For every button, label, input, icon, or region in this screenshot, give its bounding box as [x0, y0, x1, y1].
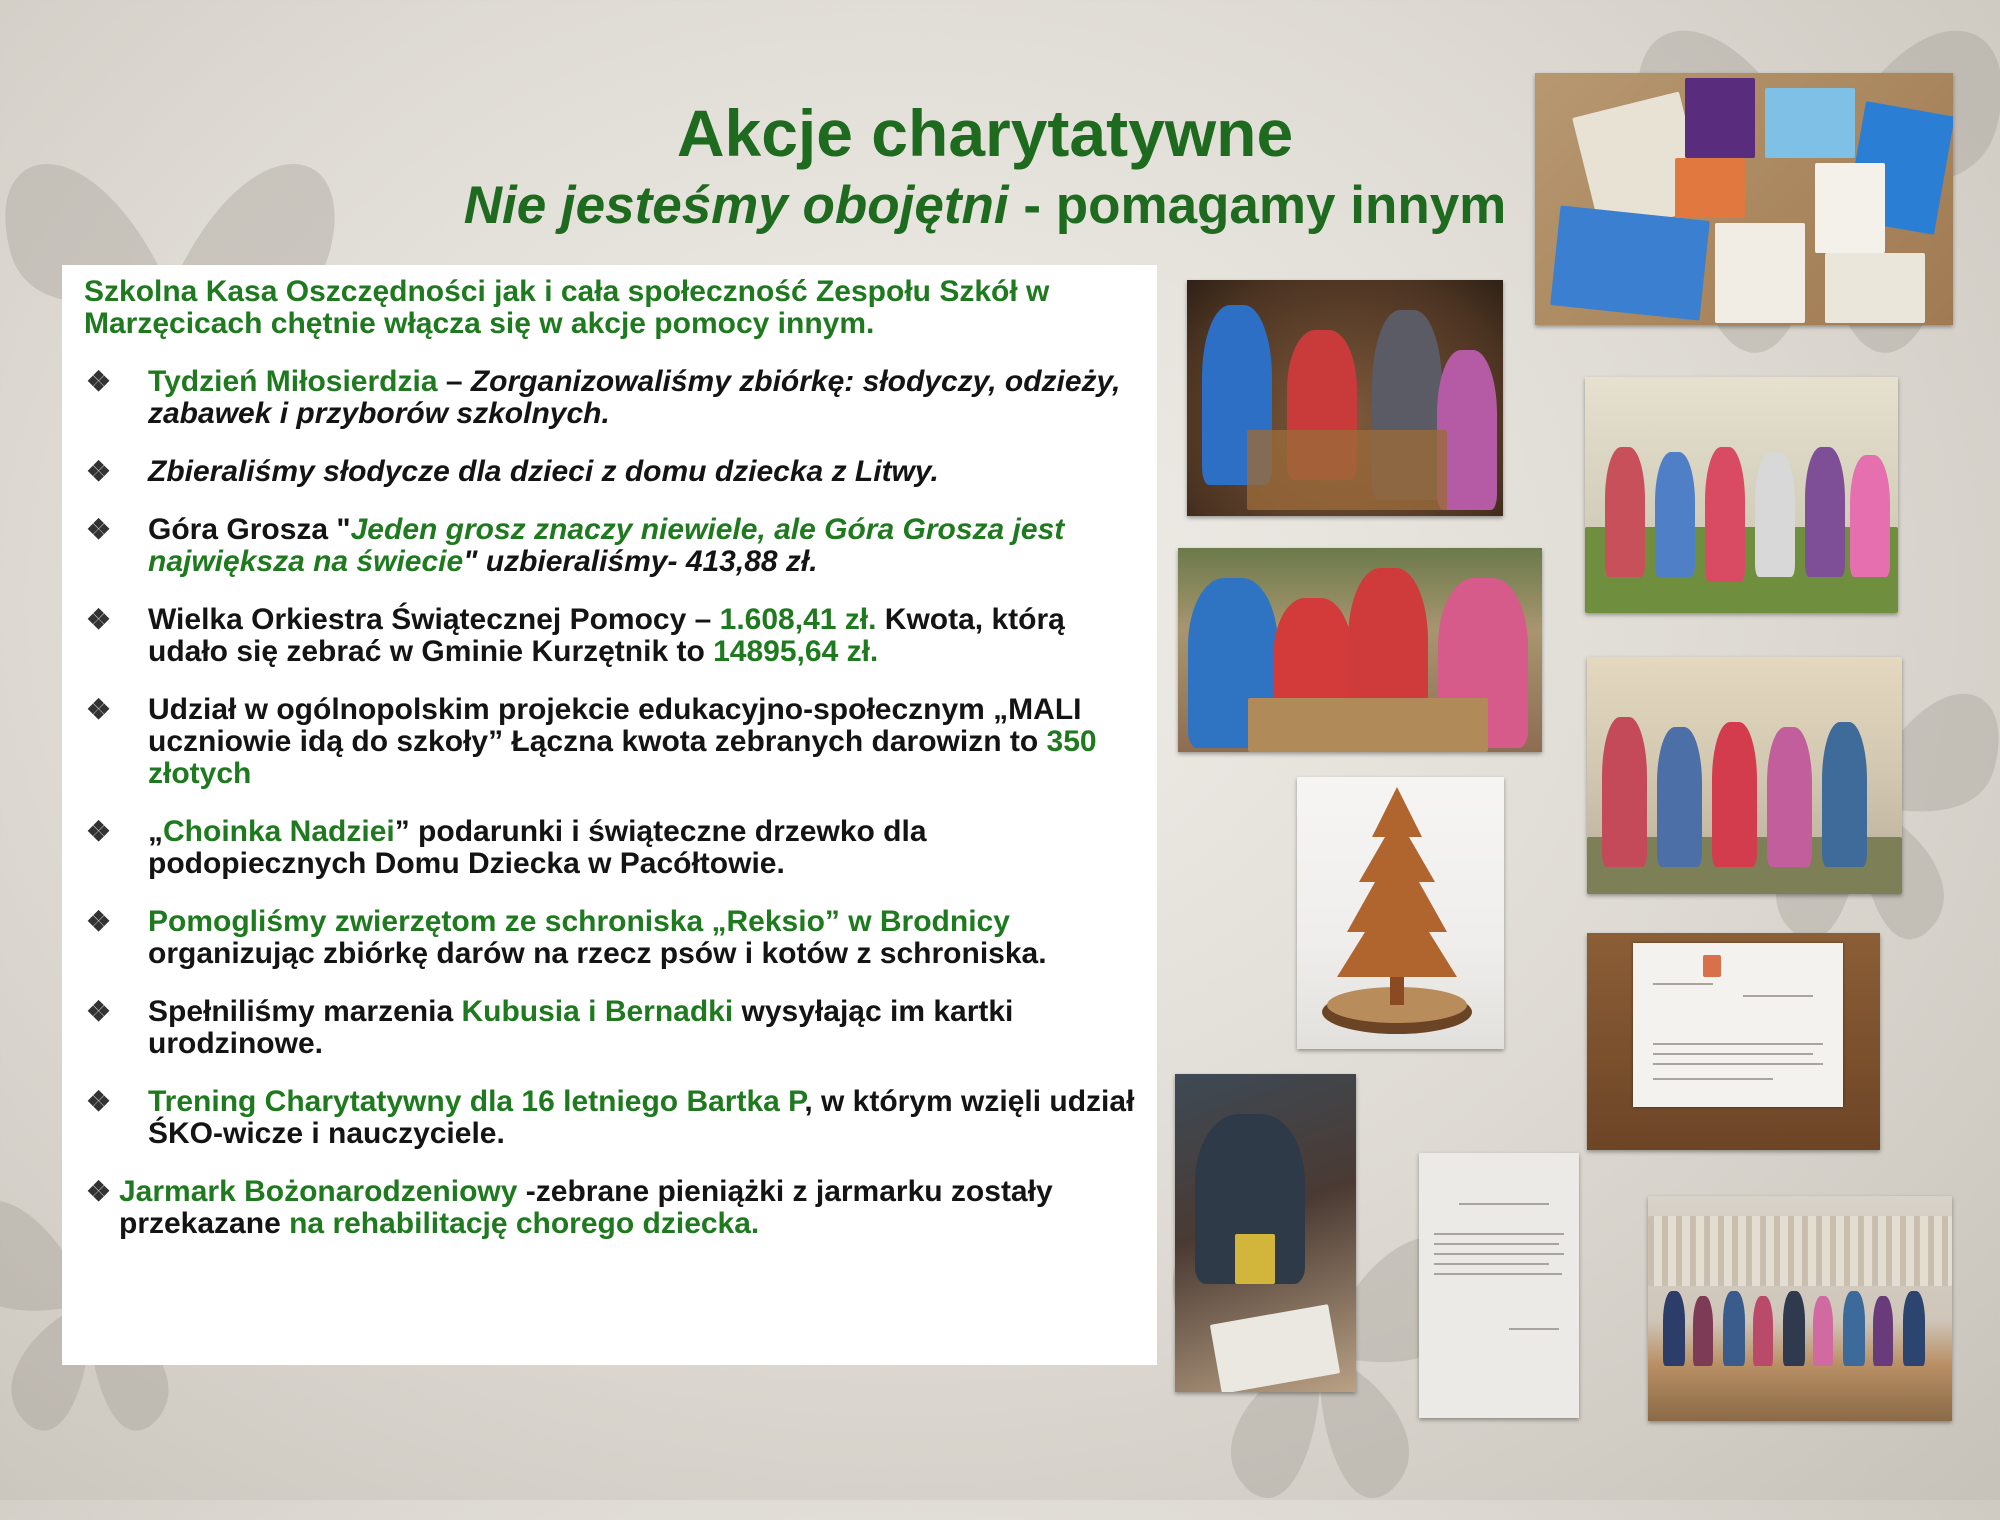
- list-item: [84, 604, 1137, 668]
- item-text: Kwota, którą udało się zebrać w Gminie Kurzętnik to: [148, 603, 1065, 668]
- item-text: Wielka Orkiestra Świątecznej Pomocy –: [148, 603, 720, 636]
- content-panel: [62, 265, 1157, 1365]
- diamond-bullet-icon: ❖: [86, 1176, 112, 1207]
- item-text: , w którym wzięli udział ŚKO-wicze i nauczyciele.: [148, 1085, 1135, 1150]
- list-item-text: [148, 1086, 1137, 1150]
- diamond-bullet-icon: ❖: [86, 604, 112, 635]
- item-text: „: [148, 815, 163, 848]
- photo-wooden-christmas-tree: [1297, 777, 1504, 1049]
- subtitle-italic: Nie jesteśmy obojętni: [463, 176, 1009, 235]
- item-highlight: 1.608,41 zł.: [719, 603, 877, 636]
- item-highlight: 350 złotych: [148, 725, 1097, 790]
- list-item: [84, 694, 1137, 790]
- item-highlight: 14895,64 zł.: [713, 635, 879, 668]
- letter-sheet: [1633, 943, 1843, 1107]
- diamond-bullet-icon: ❖: [86, 906, 112, 937]
- diamond-bullet-icon: ❖: [86, 694, 112, 725]
- photo-gym-group: [1648, 1196, 1952, 1421]
- photo-thank-you-letter: [1587, 933, 1880, 1150]
- list-item-text: [148, 906, 1137, 970]
- diamond-bullet-icon: ❖: [86, 366, 112, 397]
- item-highlight: Kubusia i Bernadki: [461, 995, 734, 1028]
- item-text: -zebrane pieniążki z jarmarku zostały przekazane: [119, 1175, 1053, 1240]
- diamond-bullet-icon: ❖: [86, 816, 112, 847]
- item-text: Spełniliśmy marzenia: [148, 995, 462, 1028]
- diamond-bullet-icon: ❖: [86, 996, 112, 1027]
- list-item: [84, 1086, 1137, 1150]
- list-item: [84, 514, 1137, 578]
- list-item-text: [119, 1176, 1137, 1240]
- item-highlight: Trening Charytatywny dla 16 letniego Bartka P: [148, 1085, 805, 1118]
- diamond-bullet-icon: ❖: [86, 456, 112, 487]
- item-highlight: Choinka Nadziei: [163, 815, 395, 848]
- subtitle-rest: - pomagamy innym: [1008, 176, 1507, 235]
- list-item: [84, 366, 1137, 430]
- photo-kids-with-hearts: [1587, 657, 1902, 894]
- photo-child-writing: [1175, 1074, 1356, 1392]
- item-text: Udział w ogólnopolskim projekcie edukacyjno-społecznym „MALI uczniowie idą do szkoły” Łączna kwota zebranych darowizn to: [148, 693, 1082, 758]
- diamond-bullet-icon: ❖: [86, 514, 112, 545]
- list-item-text: [148, 694, 1137, 790]
- item-highlight: Pomogliśmy zwierzętom ze schroniska „Reksio” w Brodnicy: [148, 905, 1010, 938]
- photo-class-with-cards: [1585, 377, 1898, 613]
- diamond-bullet-icon: ❖: [86, 1086, 112, 1117]
- slide-title: Akcje charytatywne: [676, 96, 1294, 170]
- list-item-text: [148, 604, 1137, 668]
- photo-greeting-cards: [1535, 73, 1953, 325]
- item-text: organizując zbiórkę darów na rzecz psów i kotów z schroniska.: [148, 937, 1047, 970]
- photo-christmas-coins: [1178, 548, 1542, 752]
- list-item-text: [148, 816, 1137, 880]
- photo-children-collecting: [1187, 280, 1503, 516]
- item-text: Zorganizowaliśmy zbiórkę: słodyczy, odzieży, zabawek i przyborów szkolnych.: [148, 365, 1121, 430]
- item-text: –: [437, 365, 471, 398]
- list-item: [84, 1176, 1137, 1240]
- item-text: " uzbieraliśmy- 413,88 zł.: [463, 545, 818, 578]
- item-highlight: na rehabilitację chorego dziecka.: [289, 1207, 760, 1240]
- item-highlight: Jeden grosz znaczy niewiele, ale Góra Grosza jest największa na świecie: [148, 513, 1065, 578]
- list-item-text: [148, 366, 1137, 430]
- wooden-tree-icon: [1297, 777, 1504, 1049]
- list-item-text: [148, 456, 939, 488]
- list-item-text: [148, 996, 1137, 1060]
- item-text: Zbieraliśmy słodycze dla dzieci z domu dziecka z Litwy.: [148, 455, 939, 488]
- list-item-text: [148, 514, 1137, 578]
- list-item: [84, 816, 1137, 880]
- item-text: wysyłając im kartki urodzinowe.: [148, 995, 1014, 1060]
- item-text: ” podarunki i świąteczne drzewko dla podopiecznych Domu Dziecka w Pacółtowie.: [148, 815, 927, 880]
- list-item: [84, 996, 1137, 1060]
- item-highlight: Tydzień Miłosierdzia: [148, 365, 438, 398]
- intro-text: Szkolna Kasa Oszczędności jak i cała społeczność Zespołu Szkół w Marzęcicach chętnie włącza się w akcje pomocy innym.: [84, 275, 1050, 340]
- item-text: Góra Grosza ": [148, 513, 351, 546]
- item-highlight: Jarmark Bożonarodzeniowy: [119, 1175, 518, 1208]
- photo-letter-document: [1419, 1153, 1579, 1418]
- list-item: [84, 456, 1137, 488]
- list-item: [84, 906, 1137, 970]
